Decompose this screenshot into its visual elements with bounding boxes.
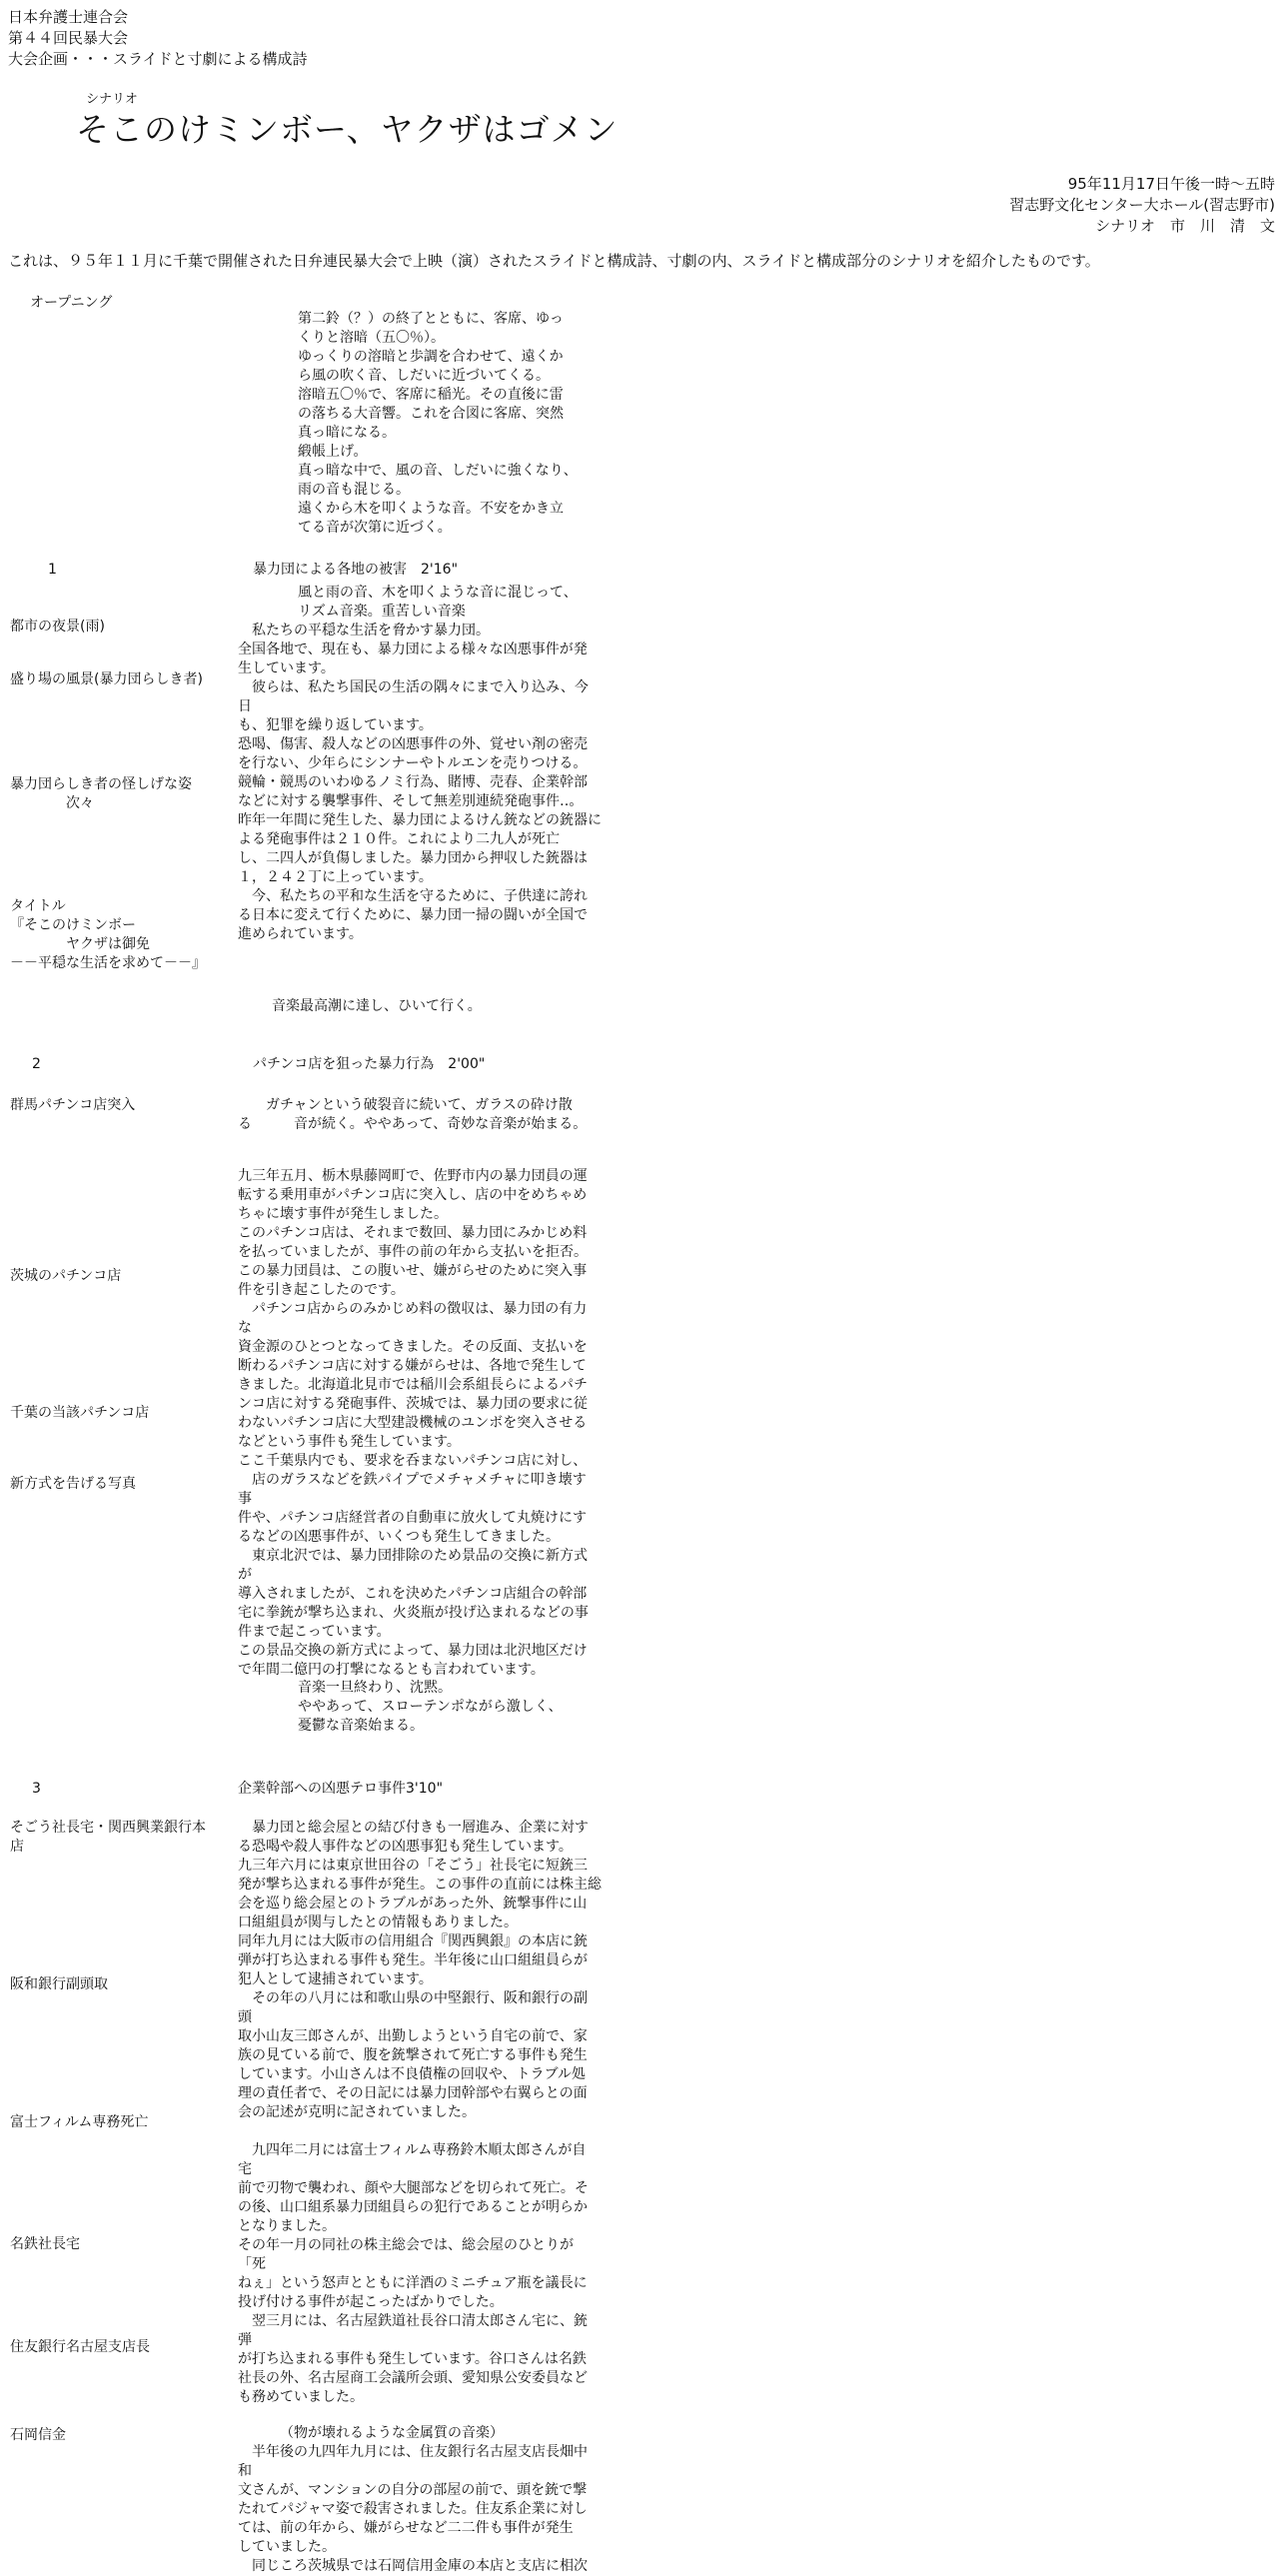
section-2-direction: ガチャンという破裂音に続いて、ガラスの砕け散 る 音が続く。ややあって、奇妙な音楽が始まる。 [238, 1097, 588, 1132]
label-hanwa-bank: 阪和銀行副頭取 [10, 1976, 108, 1992]
label-suspicious-figures: 暴力団らしき者の怪しげな姿 次々 [10, 776, 192, 811]
page-title: そこのけミンボー、ヤクザはゴメン [76, 110, 619, 149]
section-3-body-2: 半年後の九四年九月には、住友銀行名古屋支店長畑中 和 文さんが、マンションの自分の部屋の前で、頭を銃で撃 たれてパジャマ姿で殺害されました。住友系企業に対し ては、前の年から、嫌がらせなど二二件も事件が発生 していました。 同じころ茨城県では石岡信用金庫の本店と支店に相次 [238, 2444, 588, 2574]
label-chiba-pachinko: 千葉の当該パチンコ店 [10, 1405, 150, 1421]
label-fujifilm: 富士フィルム専務死亡 [10, 2114, 149, 2130]
section-1-heading: 暴力団による各地の被害 2'16" [253, 562, 459, 578]
label-night-view: 都市の夜景(雨) [10, 619, 105, 635]
section-1-direction: 風と雨の音、木を叩くような音に混じって、 リズム音楽。重苦しい音楽 [298, 585, 578, 620]
label-meitetsu: 名鉄社長宅 [10, 2236, 80, 2252]
section-2-body: 九三年五月、栃木県藤岡町で、佐野市内の暴力団員の運 転する乗用車がパチンコ店に突入し、店の中をめちゃめ ちゃに壊す事件が発生しました。 このパチンコ店は、それまで数回、暴力団にみかじめ料 を払っていましたが、事件の前の年から支払いを拒否。 この暴力団員は、この腹いせ、嫌がらせのために突入事 件を引き起こしたのです。 パチンコ店からのみかじめ料の徴収は、暴力団の有力 な 資金源のひとつとなってきました。その反面、支払いを 断わるパチンコ店に対する嫌がらせは、各地で発生して きました。北海道北見市では稲川会系組長らによるパチ ンコ店に対する発砲事件、茨城では、暴力団の要求に従 わないパチンコ店に大型建設機械のユンボを突入させる などという事件も発生しています。 ここ千葉県内でも、要求を呑まないパチンコ店に対し、 店のガラスなどを鉄パイプでメチャメチャに叩き壊す 事 件や、パチンコ店経営者の自動車に放火して丸焼けにす るなどの凶悪事件が、いくつも発生してきました。 東京北沢では、暴力団排除のため景品の交換に新方式 が 導入されましたが、これを決めたパチンコ店組合の幹部 宅に拳銃が撃ち込まれ、火炎瓶が投げ込まれるなどの事 件まで起こっています。 この景品交換の新方式によって、暴力団は北沢地区だけ で年間二億円の打撃になるとも言われています。 [238, 1168, 589, 1678]
label-sogo: そごう社長宅・関西興業銀行本 店 [10, 1820, 206, 1855]
event-venue: 習志野文化センター大ホール(習志野市) [1009, 196, 1275, 214]
plan-name: 大会企画・・・スライドと寸劇による構成詩 [8, 50, 308, 68]
section-2-music: 音楽一旦終わり、沈黙。 ややあって、スローテンポながら激しく、 憂鬱な音楽始まる。 [298, 1680, 563, 1734]
section-2-number: 2 [32, 1056, 41, 1072]
section-3-body: 暴力団と総会屋との結び付きも一層進み、企業に対す る恐喝や殺人事件などの凶悪事犯も発生しています。 九三年六月には東京世田谷の「そごう」社長宅に短銃三 発が撃ち込まれる事件が発生。この事件の直前には株主総 会を巡り総会屋とのトラブルがあった外、銃撃事件に山 口組組員が関与したとの情報もありました。 同年九月には大阪市の信用組合『関西興銀』の本店に銃 弾が打ち込まれる事件も発生。半年後に山口組組員らが 犯人として逮捕されています。 その年の八月には和歌山県の中堅銀行、阪和銀行の副 頭 取小山友三郎さんが、出勤しようという自宅の前で、家 族の見ている前で、腹を銃撃されて死亡する事件も発生 しています。小山さんは不良債権の回収や、トラブル処 理の責任者で、その日記には暴力団幹部や右翼らとの面 会の記述が克明に記されていました。 九四年二月には富士フィルム専務鈴木順太郎さんが自 宅 前で刃物で襲われ、顔や大腿部などを切られて死亡。そ の後、山口組系暴力団組員らの犯行であることが明らか となりました。 その年一月の同社の株主総会では、総会屋のひとりが 「死 ねぇ」という怒声とともに洋酒のミニチュア瓶を議長に 投げ付ける事件が起こったばかりでした。 翌三月には、名古屋鉄道社長谷口清太郎さん宅に、銃 弾 が打ち込まれる事件も発生しています。谷口さんは名鉄 社長の外、名古屋商工会議所会頭、愛知県公安委員など も務めていました。 [238, 1820, 602, 2405]
label-new-method-photo: 新方式を告げる写真 [10, 1476, 136, 1492]
event-datetime: 95年11月17日午後一時～五時 [1067, 175, 1275, 193]
label-ibaraki-pachinko: 茨城のパチンコ店 [10, 1268, 122, 1284]
section-3-number: 3 [32, 1781, 41, 1797]
section-1-music: 音楽最高潮に達し、ひいて行く。 [272, 998, 482, 1014]
org-name: 日本弁護士連合会 [8, 8, 129, 26]
section-1-body: 私たちの平穏な生活を脅かす暴力団。 全国各地で、現在も、暴力団による様々な凶悪事件が発 生しています。 彼らは、私たち国民の生活の隅々にまで入り込み、今 日 も、犯罪を繰り返しています。 恐喝、傷害、殺人などの凶悪事件の外、覚せい剤の密売 を行ない、少年らにシンナーやトルエンを売りつける。 競輪・競馬のいわゆるノミ行為、賭博、売春、企業幹部 などに対する襲撃事件、そして無差別連続発砲事件‥。 昨年一年間に発生した、暴力団によるけん銃などの銃器に よる発砲事件は２１０件。これにより二九人が死亡 し、二四人が負傷しました。暴力団から押収した銃器は １，２４２丁に上っています。 今、私たちの平和な生活を守るために、子供達に誇れ る日本に変えて行くために、暴力団一掃の闘いが全国で 進められています。 [238, 623, 602, 942]
opening-text: 第二鈴（？）の終了とともに、客席、ゆっ くりと溶暗（五〇％）。 ゆっくりの溶暗と歩調を合わせて、遠くか ら風の吹く音、しだいに近づいてくる。 溶暗五〇％で、客席に稲光。その直後に雷 の落ちる大音響。これを合図に客席、突然 真っ暗になる。 緞帳上げ。 真っ暗な中で、風の音、しだいに強くなり、 雨の音も混じる。 遠くから木を叩くような音。不安をかき立 てる音が次第に近づく。 [298, 311, 578, 536]
label-gunma-pachinko: 群馬パチンコ店突入 [10, 1097, 136, 1113]
event-name: 第４４回民暴大会 [8, 29, 129, 47]
title-ruby: シナリオ [86, 92, 138, 107]
label-bar-scene: 盛り場の風景(暴力団らしき者) [10, 671, 203, 687]
section-3-heading: 企業幹部への凶悪テロ事件3'10" [238, 1781, 444, 1797]
section-2-heading: パチンコ店を狙った暴力行為 2'00" [253, 1056, 486, 1072]
label-ishioka: 石岡信金 [10, 2427, 66, 2443]
label-sumitomo: 住友銀行名古屋支店長 [10, 2339, 150, 2355]
section-1-number: 1 [48, 562, 57, 578]
opening-label: オープニング [30, 295, 113, 311]
section-3-direction: （物が壊れるような金属質の音楽） [280, 2425, 504, 2441]
intro-text: これは、９５年１１月に千葉で開催された日弁連民暴大会で上映（演）されたスライドと構成詩、寸劇の内、スライドと構成部分のシナリオを紹介したものです。 [8, 252, 1100, 270]
label-title-slide: タイトル 『そこのけミンボー ヤクザは御免 －－平穏な生活を求めて－－』 [10, 898, 206, 971]
author: シナリオ 市 川 清 文 [1095, 217, 1275, 235]
